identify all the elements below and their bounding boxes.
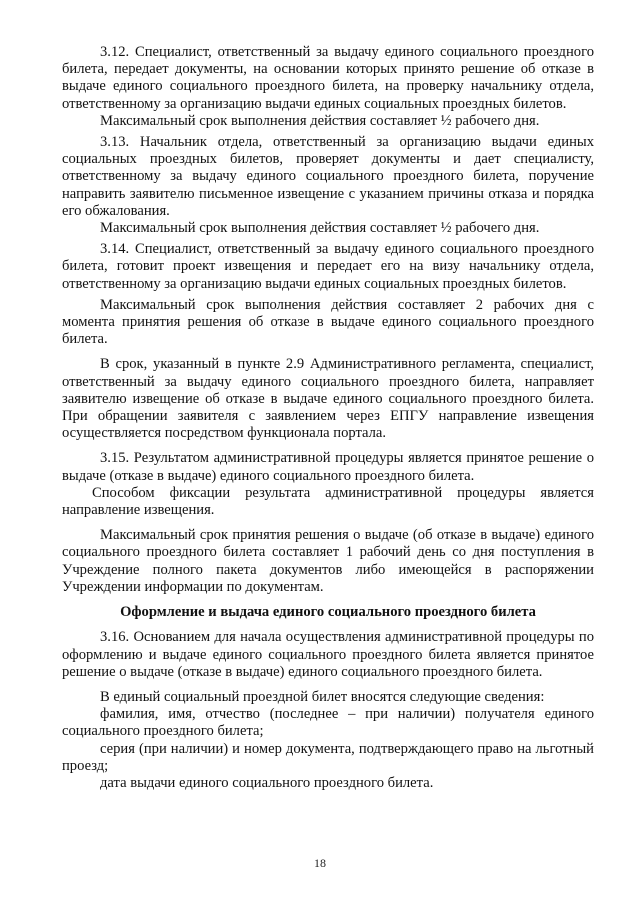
paragraph-deadline-3-12: Максимальный срок выполнения действия составляет ½ рабочего дня.: [100, 112, 540, 129]
section-heading: Оформление и выдача единого социального проездного билета: [120, 604, 536, 621]
paragraph-3-16: 3.16. Основанием для начала осуществления административной процедуры по оформлению и выдаче единого социального проездного билета является принятое решение о выдаче (отказе в выдаче) единого социального проездного билета.: [62, 629, 594, 680]
list-item-document-number: серия (при наличии) и номер документа, подтверждающего право на льготный проезд;: [62, 740, 594, 774]
paragraph-deadline-3-13: Максимальный срок выполнения действия составляет ½ рабочего дня.: [100, 220, 540, 237]
list-item-full-name: фамилия, имя, отчество (последнее – при наличии) получателя единого социального проездного билета;: [62, 706, 594, 740]
paragraph-notice-term: В срок, указанный в пункте 2.9 Административного регламента, специалист, ответственный за выдачу единого социального проездного билета, направляет заявителю извещение об отказе в выдаче единого социального проездного билета. При обращении заявителя с заявлением через ЕПГУ направление извещения осуществляется посредством функционала портала.: [62, 356, 594, 442]
paragraph-3-14: 3.14. Специалист, ответственный за выдачу единого социального проездного билета, готовит проект извещения и передает его на визу начальнику отдела, ответственному за организацию выдачи единых социальных проездных билетов.: [62, 241, 594, 292]
paragraph-ticket-data-intro: В единый социальный проездной билет вносятся следующие сведения:: [100, 688, 545, 705]
paragraph-3-15: 3.15. Результатом административной процедуры является принятое решение о выдаче (отказе в выдаче) единого социального проездного билета.: [62, 450, 594, 484]
document-body: [62, 44, 594, 792]
paragraph-fixation-method: Способом фиксации результата административной процедуры является направление извещения.: [62, 484, 594, 519]
paragraph-decision-deadline: Максимальный срок принятия решения о выдаче (об отказе в выдаче) единого социального проездного билета составляет 1 рабочий день со дня поступления в Учреждение полного пакета документов либо имеющейся в распоряжении Учреждении информации по документам.: [62, 527, 594, 595]
page-number: 18: [314, 856, 326, 870]
list-item-issue-date: дата выдачи единого социального проездного билета.: [100, 774, 434, 791]
paragraph-3-13: 3.13. Начальник отдела, ответственный за организацию выдачи единых социальных проездных билетов, проверяет документы и дает специалисту, ответственному за выдачу единого социального проездного билета, поручение направить заявителю письменное извещение с указанием причины отказа и порядка его обжалования.: [62, 134, 594, 219]
paragraph-3-12: 3.12. Специалист, ответственный за выдачу единого социального проездного билета, передает документы, на основании которых принято решение об отказе в выдаче единого социального проездного билета, на проверку начальнику отдела, ответственному за организацию выдачи единых социальных проездных билетов.: [62, 44, 594, 112]
paragraph-deadline-3-14: Максимальный срок выполнения действия составляет 2 рабочих дня с момента принятия решения об отказе в выдаче единого социального проездного билета.: [62, 296, 594, 348]
